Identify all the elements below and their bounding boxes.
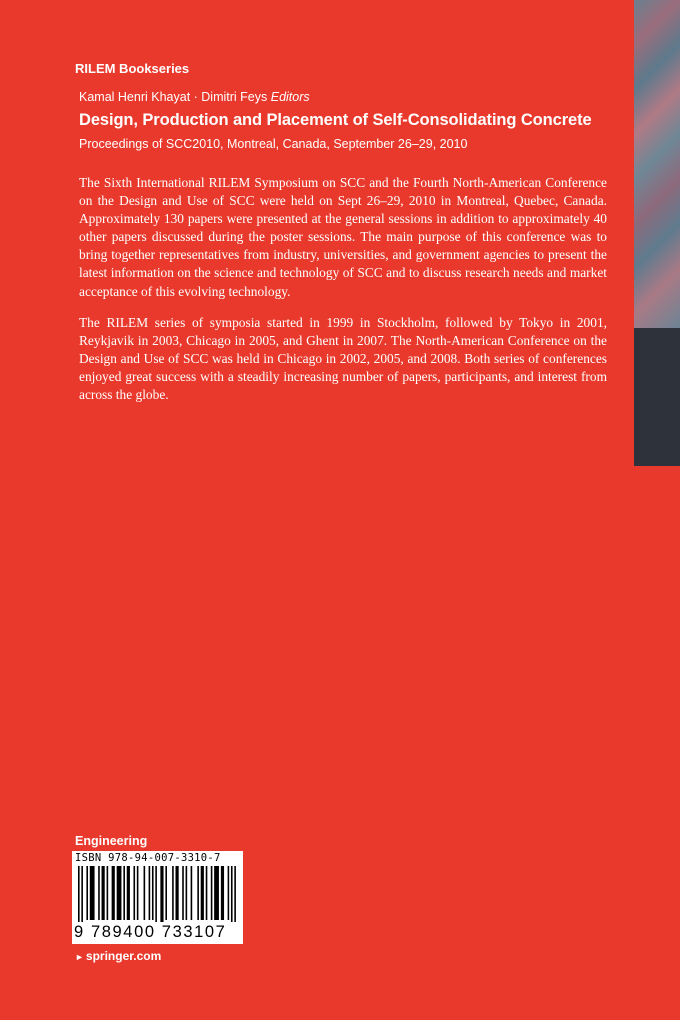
barcode-bar <box>78 866 80 922</box>
book-title: Design, Production and Placement of Self-Consolidating Concrete <box>79 111 592 129</box>
description-paragraph-1: The Sixth International RILEM Symposium on SCC and the Fourth North-American Conference on the Design and Use of SCC were held on Sept 26–29, 2010 in Montreal, Quebec, Canada. Approximately 130 papers were presented at the general sessions in addition to approximately 40 other papers discussed during the poster sessions. The main purpose of this conference was to bring together representatives from industry, universities, and government agencies to present the latest information on the science and technology of SCC and to discuss research needs and market acceptance of this evolving technology. <box>79 175 607 299</box>
barcode-bar <box>112 866 115 920</box>
publisher-url: springer.com <box>85 949 162 963</box>
barcode-bar <box>149 866 151 920</box>
barcode-bar <box>127 866 130 920</box>
barcode-bar <box>206 866 208 920</box>
barcode-bar <box>98 866 100 920</box>
barcode-bar <box>231 866 233 922</box>
barcode-bar <box>117 866 122 920</box>
barcode-bar <box>201 866 204 920</box>
barcode-bar <box>234 866 236 922</box>
barcode-bar <box>182 866 184 920</box>
barcode-bar <box>155 866 157 922</box>
barcode-bar <box>228 866 230 920</box>
barcode-bar <box>186 866 188 920</box>
barcode-bar <box>81 866 83 922</box>
barcode-bar <box>107 866 109 920</box>
barcode-bar <box>175 866 178 920</box>
publisher-link[interactable] <box>75 949 161 963</box>
barcode-bar <box>172 866 174 920</box>
barcode-bar <box>86 866 88 920</box>
barcode-bar <box>214 866 219 920</box>
cover-spine-image <box>634 0 680 328</box>
barcode-bars <box>78 866 238 922</box>
barcode-bar <box>90 866 95 920</box>
editor-names: Kamal Henri Khayat · Dimitri Feys <box>79 90 268 104</box>
isbn-label: ISBN 978-94-007-3310-7 <box>75 852 221 864</box>
barcode-bar <box>133 866 135 920</box>
barcode-bar <box>191 866 193 920</box>
series-name: RILEM Bookseries <box>75 61 190 76</box>
barcode-bar <box>197 866 199 920</box>
ean-digits: 9 789400 733107 <box>74 923 227 941</box>
description-paragraph-2: The RILEM series of symposia started in 1999 in Stockholm, followed by Tokyo in 2001, Reykjavik in 2003, Chicago in 2005, and Ghent in 2007. The North-American Conference on the Design and Use of SCC was held in Chicago in 2002, 2005, and 2008. Both series of conferences enjoyed great success with a steadily increasing number of papers, participants, and interest from across the globe. <box>79 315 607 403</box>
barcode-bar <box>102 866 105 920</box>
barcode-bar <box>144 866 146 920</box>
barcode-bar <box>137 866 139 920</box>
barcode-bar <box>211 866 213 920</box>
barcode-bar <box>123 866 125 920</box>
book-subtitle: Proceedings of SCC2010, Montreal, Canada, September 26–29, 2010 <box>79 137 468 151</box>
arrow-right-icon: ► <box>75 952 84 962</box>
barcode-bar <box>160 866 163 922</box>
subject-category: Engineering <box>75 834 148 848</box>
barcode-bar <box>152 866 154 920</box>
barcode-bar <box>165 866 167 920</box>
cover-spine-dark-band <box>634 328 680 466</box>
editors-role: Editors <box>270 90 310 104</box>
isbn-barcode <box>72 851 243 944</box>
editors-line <box>79 90 310 104</box>
barcode-bar <box>221 866 224 920</box>
